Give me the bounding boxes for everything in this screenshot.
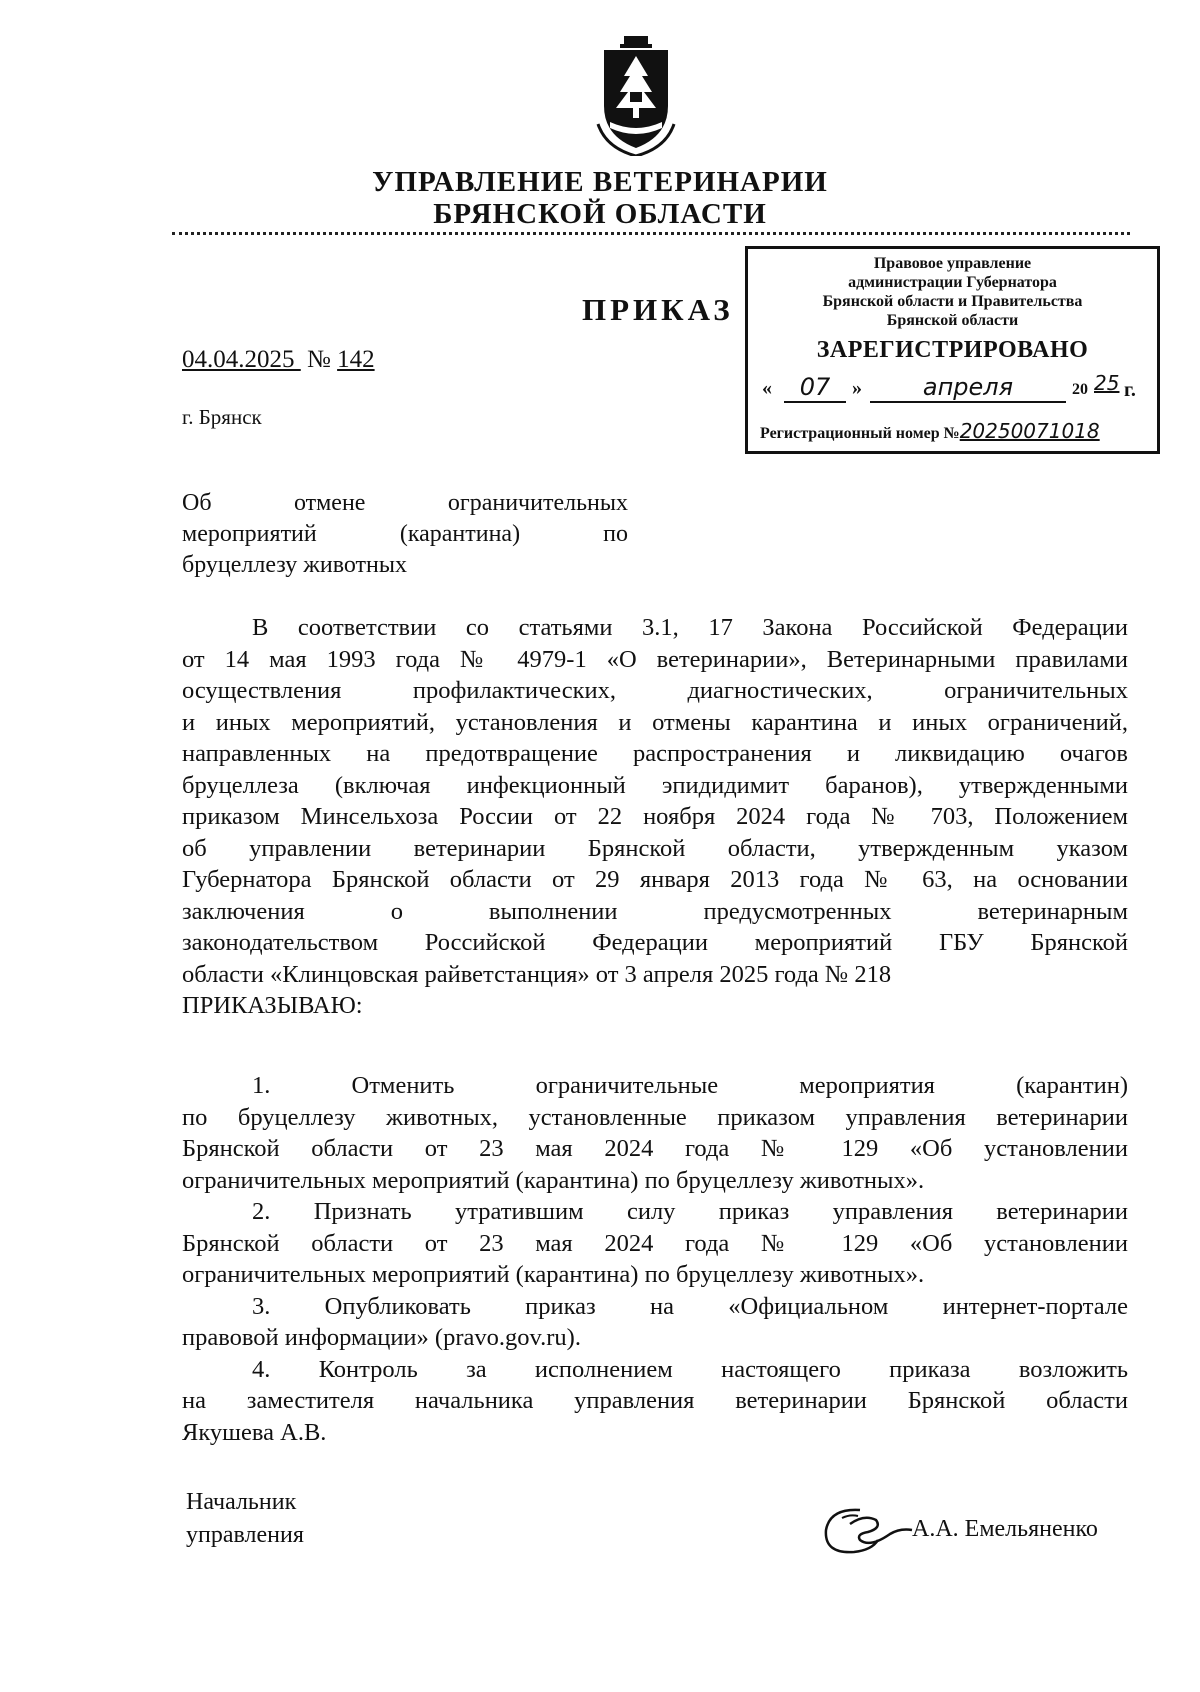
item-line: по бруцеллезу животных, установленные приказом управления ветеринарии bbox=[182, 1103, 1128, 1131]
preamble-line: об управлении ветеринарии Брянской области, утвержденным указом bbox=[182, 834, 1128, 862]
signatory-title bbox=[186, 1486, 304, 1552]
order-date: 04.04.2025 bbox=[182, 346, 295, 373]
item-line: правовой информации» (pravo.gov.ru). bbox=[182, 1324, 581, 1351]
organization-name-line1: УПРАВЛЕНИЕ ВЕТЕРИНАРИИ bbox=[372, 166, 828, 198]
order-city: г. Брянск bbox=[182, 405, 262, 429]
item-line: Брянской области от 23 мая 2024 года № 129 «Об установлении bbox=[182, 1135, 1128, 1162]
order-items bbox=[182, 1070, 1128, 1448]
stamp-date: « 07 » апреля 20 25 г. bbox=[762, 371, 1136, 401]
item-line: 1. Отменить ограничительные мероприятия (карантин) bbox=[252, 1072, 1128, 1099]
coat-of-arms-emblem bbox=[596, 36, 676, 156]
order-number: 142 bbox=[337, 346, 375, 373]
preamble-paragraph bbox=[182, 612, 1128, 1022]
signatory-name: А.А. Емельяненко bbox=[912, 1516, 1098, 1542]
item-line: ограничительных мероприятий (карантина) по бруцеллезу животных». bbox=[182, 1166, 925, 1194]
order-date-number bbox=[182, 346, 375, 374]
preamble-line: законодательством Российской Федерации мероприятий ГБУ Брянской bbox=[182, 929, 1128, 956]
item-line: ограничительных мероприятий (карантина) по бруцеллезу животных». bbox=[182, 1261, 925, 1288]
preamble-line: направленных на предотвращение распространения и ликвидацию очагов bbox=[182, 740, 1128, 767]
stamp-registration-number bbox=[760, 419, 1160, 443]
preamble-line: от 14 мая 1993 года № 4979-1 «О ветеринарии», Ветеринарными правилами bbox=[182, 645, 1128, 673]
stamp-day: 07 bbox=[784, 373, 846, 403]
stamp-line2: администрации Губернатора bbox=[848, 274, 1057, 291]
item-line: Брянской области от 23 мая 2024 года № 129 «Об установлении bbox=[182, 1229, 1128, 1257]
subject-line1: Об отмене ограничительных bbox=[182, 490, 628, 516]
preamble-line: и иных мероприятий, установления и отмены карантина и иных ограничений, bbox=[182, 708, 1128, 736]
organization-name-line2: БРЯНСКОЙ ОБЛАСТИ bbox=[433, 198, 767, 230]
stamp-line3: Брянской области и Правительства bbox=[822, 293, 1083, 310]
item-line: 4. Контроль за исполнением настоящего приказа возложить bbox=[252, 1355, 1128, 1383]
stamp-registered: ЗАРЕГИСТРИРОВАНО bbox=[816, 337, 1089, 363]
stamp-line1: Правовое управление bbox=[873, 255, 1032, 272]
preamble-line: области «Клинцовская райветстанция» от 3 апреля 2025 года № 218 bbox=[182, 960, 892, 988]
registration-stamp bbox=[745, 246, 1160, 454]
order-subject bbox=[182, 488, 628, 581]
item-line: Якушева А.В. bbox=[182, 1418, 327, 1446]
stamp-reg-number: 20250071018 bbox=[959, 419, 1100, 443]
document-title: ПРИКАЗ bbox=[582, 292, 734, 327]
stamp-month: апреля bbox=[870, 373, 1066, 403]
signatory-title-line2: управления bbox=[186, 1522, 304, 1548]
preamble-line: Губернатора Брянской области от 29 января 2013 года № 63, на основании bbox=[182, 866, 1128, 893]
order-word: ПРИКАЗЫВАЮ: bbox=[182, 992, 363, 1019]
item-line: 2. Признать утратившим силу приказ управления ветеринарии bbox=[252, 1198, 1128, 1225]
item-line: на заместителя начальника управления ветеринарии Брянской области bbox=[182, 1387, 1128, 1414]
stamp-line4: Брянской области bbox=[886, 312, 1019, 329]
stamp-reg-label: Регистрационный номер № bbox=[760, 425, 960, 442]
preamble-line: осуществления профилактических, диагностических, ограничительных bbox=[182, 677, 1128, 704]
item-line: 3. Опубликовать приказ на «Официальном интернет-портале bbox=[252, 1292, 1128, 1320]
stamp-year-suffix: 25 bbox=[1094, 371, 1120, 395]
preamble-line: В соответствии со статьями 3.1, 17 Закона Российской Федерации bbox=[252, 614, 1128, 641]
header-divider bbox=[172, 232, 1130, 235]
preamble-line: заключения о выполнении предусмотренных ветеринарным bbox=[182, 897, 1128, 925]
preamble-line: бруцеллеза (включая инфекционный эпидидимит баранов), утвержденными bbox=[182, 771, 1128, 799]
preamble-line: приказом Минсельхоза России от 22 ноября 2024 года № 703, Положением bbox=[182, 803, 1128, 830]
order-number-sign: № bbox=[307, 346, 331, 373]
stamp-year-prefix: 20 bbox=[1072, 381, 1088, 398]
subject-line3: бруцеллезу животных bbox=[182, 552, 407, 578]
handwritten-signature bbox=[820, 1492, 916, 1562]
stamp-year-unit: г. bbox=[1124, 379, 1136, 401]
signatory-title-line1: Начальник bbox=[186, 1489, 297, 1515]
subject-line2: мероприятий (карантина) по bbox=[182, 521, 628, 547]
